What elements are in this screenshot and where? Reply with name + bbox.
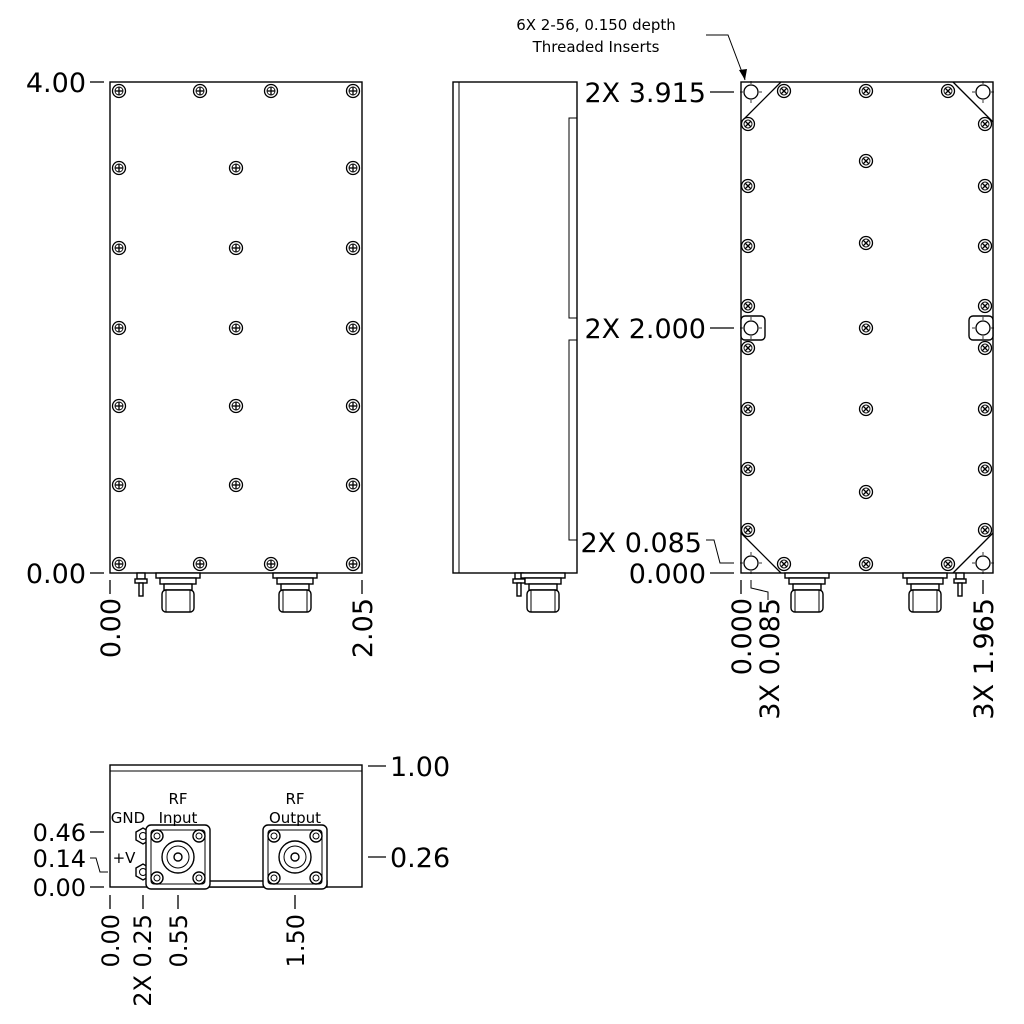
- front-x-left-label: 0.00: [96, 598, 127, 659]
- front-connectors: [135, 573, 317, 612]
- insert-callout-line2: Threaded Inserts: [532, 38, 660, 56]
- end-x-label-055: 0.55: [165, 914, 193, 968]
- bottom-view: [516, 16, 1000, 720]
- end-y-label-000: 0.00: [32, 874, 86, 902]
- vplus-label: +V: [112, 849, 136, 867]
- rf-output-label-line1: RF: [285, 790, 305, 808]
- end-x-label-150: 1.50: [282, 914, 310, 968]
- front-rf-output-connector: [273, 573, 317, 612]
- end-y-label-100: 1.00: [390, 752, 451, 783]
- end-y-label-014: 0.14: [32, 845, 86, 873]
- bottom-x-label-0000: 0.000: [727, 598, 758, 676]
- end-view: [33, 752, 451, 1007]
- side-housing-outline: [453, 82, 577, 573]
- gnd-label: GND: [110, 809, 146, 827]
- end-y-label-026: 0.26: [390, 843, 451, 874]
- front-y-top-label: 4.00: [25, 68, 86, 99]
- end-x-label-025: 2X 0.25: [129, 914, 157, 1007]
- bottom-y-label-0000: 0.000: [628, 559, 706, 590]
- rf-input-label-line2: Input: [158, 809, 198, 827]
- rf-output-connector: [263, 825, 327, 889]
- front-y-bottom-label: 0.00: [25, 559, 86, 590]
- end-y-label-046: 0.46: [32, 819, 86, 847]
- bottom-y-label-0085: 2X 0.085: [580, 528, 702, 559]
- front-view: [26, 68, 379, 658]
- front-rf-input-connector: [156, 573, 200, 612]
- rf-input-label-line1: RF: [168, 790, 188, 808]
- bottom-x-label-0085: 3X 0.085: [755, 598, 786, 720]
- bottom-x-label-1965: 3X 1.965: [969, 598, 1000, 720]
- rf-input-connector: [146, 825, 210, 889]
- front-x-right-label: 2.05: [348, 598, 379, 659]
- front-pin-connector: [135, 573, 147, 596]
- insert-callout-line1: 6X 2-56, 0.150 depth: [516, 16, 676, 34]
- bottom-y-label-3915: 2X 3.915: [584, 78, 706, 109]
- end-x-label-000: 0.00: [97, 914, 125, 968]
- side-connectors: [513, 573, 565, 612]
- bottom-connectors: [785, 573, 966, 612]
- rf-output-label-line2: Output: [268, 809, 322, 827]
- side-view: [453, 82, 577, 612]
- bottom-y-label-2000: 2X 2.000: [584, 314, 706, 345]
